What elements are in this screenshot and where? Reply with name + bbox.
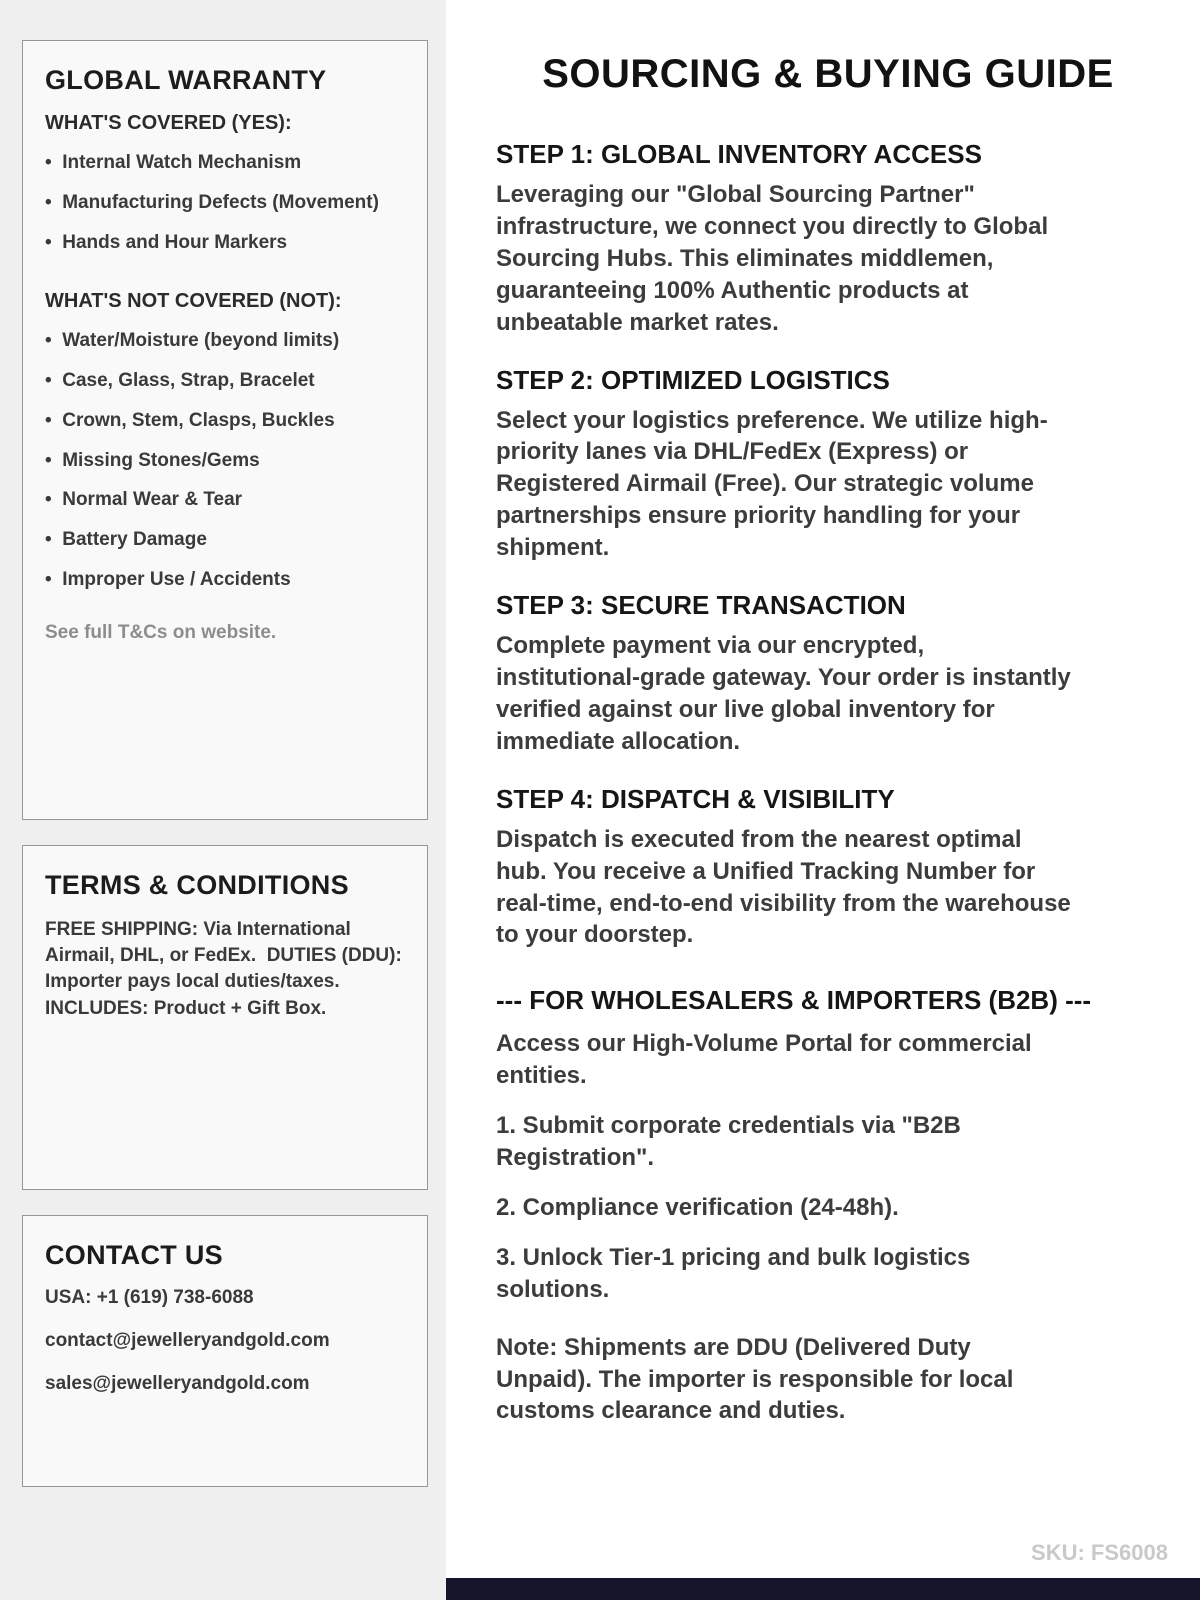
step-body: Leveraging our "Global Sourcing Partner" infrastructure, we connect you directly to Global Sourcing Hubs. This eliminates middlemen, guaranteeing 100% Authentic products at unbeatable market rates. [496,181,1049,336]
step-heading: STEP 1: GLOBAL INVENTORY ACCESS [496,139,982,169]
page-title: SOURCING & BUYING GUIDE [542,52,1114,96]
b2b-item: 3. Unlock Tier-1 pricing and bulk logistics solutions. [496,1243,971,1303]
not-covered-heading: WHAT'S NOT COVERED (NOT): [45,290,342,313]
step-heading: STEP 4: DISPATCH & VISIBILITY [496,783,895,814]
not-covered-item: • Battery Damage [45,528,407,552]
step-body: Select your logistics preference. We utilize high-priority lanes via DHL/FedEx (Express) or Registered Airmail (Free). Our strategic volume partnerships ensure priority handling for your shipment. [496,406,1048,562]
covered-list [45,151,407,254]
contact-title: CONTACT US [45,1240,223,1270]
steps-list [496,139,1160,951]
contact-lines [45,1287,407,1395]
terms-title: TERMS & CONDITIONS [45,870,349,900]
main-content [446,0,1200,1600]
covered-item: • Internal Watch Mechanism [45,151,407,175]
warranty-panel [22,40,428,820]
b2b-intro: Access our High-Volume Portal for commercial entities. [496,1030,1032,1090]
not-covered-item: • Improper Use / Accidents [45,568,407,592]
sidebar [0,0,446,1600]
b2b-note: Note: Shipments are DDU (Delivered Duty Unpaid). The importer is responsible for local customs clearance and duties. [496,1333,1014,1425]
not-covered-item: • Normal Wear & Tear [45,488,407,512]
step-heading: STEP 3: SECURE TRANSACTION [496,590,906,621]
step-section [496,784,1160,952]
contact-panel [22,1215,428,1487]
warranty-footnote: See full T&Cs on website. [45,621,277,643]
sku-label: SKU: FS6008 [1031,1540,1168,1565]
not-covered-list [45,329,407,591]
step-body: Dispatch is executed from the nearest optimal hub. You receive a Unified Tracking Number for real-time, end-to-end visibility from the warehouse to your doorstep. [496,825,1071,949]
step-section [496,139,1160,339]
covered-item: • Hands and Hour Markers [45,231,407,255]
b2b-item: 2. Compliance verification (24-48h). [496,1193,899,1221]
contact-line: sales@jewelleryandgold.com [45,1373,310,1394]
bottom-bar [446,1578,1200,1600]
step-section [496,365,1160,565]
contact-line: USA: +1 (619) 738-6088 [45,1287,254,1308]
not-covered-item: • Water/Moisture (beyond limits) [45,329,407,353]
not-covered-item: • Crown, Stem, Clasps, Buckles [45,409,407,433]
step-section [496,590,1160,758]
terms-body: FREE SHIPPING: Via International Airmail, DHL, or FedEx. DUTIES (DDU): Importer pays local duties/taxes. INCLUDES: Product + Gift Box. [45,919,408,1019]
covered-heading: WHAT'S COVERED (YES): [45,112,292,134]
step-heading: STEP 2: OPTIMIZED LOGISTICS [496,364,890,395]
warranty-title: GLOBAL WARRANTY [45,65,327,95]
covered-item: • Manufacturing Defects (Movement) [45,191,407,215]
b2b-items-list [496,1110,1160,1306]
contact-line: contact@jewelleryandgold.com [45,1330,330,1351]
not-covered-item: • Missing Stones/Gems [45,449,407,473]
terms-panel [22,845,428,1190]
not-covered-item: • Case, Glass, Strap, Bracelet [45,369,407,393]
b2b-heading: --- FOR WHOLESALERS & IMPORTERS (B2B) --- [496,985,1092,1016]
b2b-item: 1. Submit corporate credentials via "B2B Registration". [496,1112,961,1172]
step-body: Complete payment via our encrypted, institutional-grade gateway. Your order is instantly verified against our live global inventory for immediate allocation. [496,632,1071,755]
